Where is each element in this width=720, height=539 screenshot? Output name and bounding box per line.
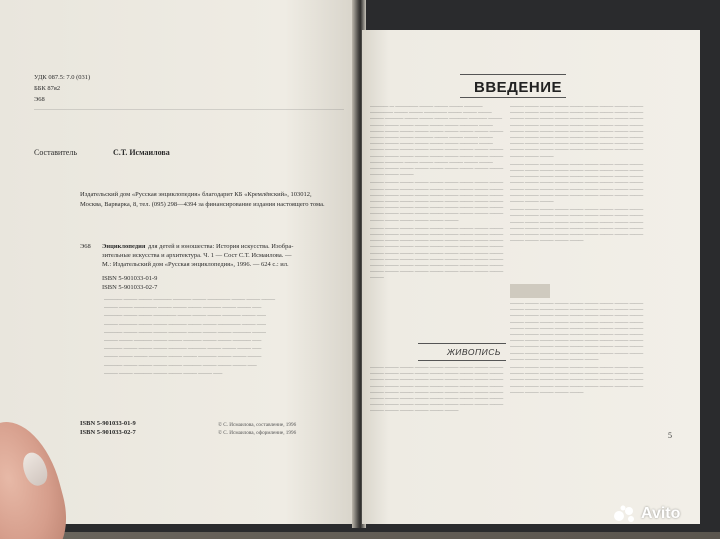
catalog-line-1: для детей и юношества: История искусства. Изобра- bbox=[148, 243, 294, 250]
section-subheading: ЖИВОПИСЬ bbox=[447, 347, 501, 357]
top-rule bbox=[34, 109, 344, 110]
inline-illustration bbox=[510, 284, 550, 298]
right-column-2-text: ——— ——— ——— ——— ——— ——— ——— ——— ——— ——— ——— ——— ——— ——— ——— ——— ——— ——— ——— ——— ——— ——— ——— ——— ——— ——— ——— ——— ——— ——— ——— ——— ——— ——— ——— ——— ——— ——— ——— ——— ——— ——— ——— ——— ——— ——— ——— ——— ——— ——— ——— ——— ——— ——— ——— ——— ——— ——— ——— ——— ——— ——— ——— ——— ——— ——— ——— ——— ——— ——— ——— ——— ——— ——— ——— ——— ——— ——— ——— ——— ——— ——— ——— ——— ——— ——— ——— ——— ——— ——— ——— ——— ——— ——— ——— ——— ——— ——— ——— ——— ——— ——— ——— ——— ——— ——— ——— ——— ——— ——— ——— ——— ——— ——— ——— ——— ——— ——— ——— ——— ——— ——— ——— ——— ——— ——— ——— ——— ——— ——— ——— ——— ——— ——— ——— ——— ——— ——— ——— ——— ——— ——— ——— ——— ——— ——— ——— ——— ——— ——— ——— ——— ——— ——— ——— ——— ——— ——— ——— ——— ——— ——— ——— ——— ——— ——— ——— ——— ——— ——— ——— ——— ——— ——— ——— ——— ——— ——— ——— ——— ——— ——— bbox=[510, 103, 644, 243]
catalog-title: Энциклопедия bbox=[102, 243, 146, 250]
isbn-bold-1: ISBN 5-901033-01-9 bbox=[80, 420, 136, 427]
isbn-small-1: ISBN 5-901033-01-9 bbox=[102, 275, 158, 282]
title-rule-bottom bbox=[460, 97, 566, 98]
catalog-code-top: Э68 bbox=[34, 96, 45, 103]
compiler-label: Составитель bbox=[34, 148, 77, 157]
copyright-1: © С. Исмаилова, составление, 1996 bbox=[218, 422, 297, 428]
catalog-code: Э68 bbox=[80, 243, 91, 250]
chapter-title: ВВЕДЕНИЕ bbox=[474, 79, 562, 96]
udk-code: УДК 087.5: 7.0 (031) bbox=[34, 74, 91, 81]
isbn-bold-2: ISBN 5-901033-02-7 bbox=[80, 429, 136, 436]
series-description: ———— ——— ——— ———— ———— ——— ————— ——— ——— ——— ——— ——— ————— ——— ——— ——— ———— ——— ——— —— ———— ——— ——— ————— ——— ——— ——— ———— ——— —— ——— ———— ——— ——— ———— ——— ——— ————— ——— —— ———— ——— ——— ——— ———— ——— ——— ——— ———— ——— ——— ——— ———— ——— ——— ———— ——— ——— ———— —— ———— ——— ——— ——— ———— ———— ——— ——— ——— —— ——— ——— ——— ———— ——— ——— ———— ——— ——— ——— ———— ——— ——— ——— ——— ———— ——— ——— ——— —— ——— ——— ———— ——— ——— ——— ——— —— bbox=[104, 296, 276, 375]
catalog-line-2: зительные искусства и архитектура. Ч. 1 — Сост С.Т. Исмаилова. — bbox=[102, 252, 292, 259]
title-rule-top bbox=[460, 74, 566, 75]
copyright-2: © С. Исмаилова, оформление, 1996 bbox=[218, 430, 297, 436]
publisher-note-line-2: Москва, Варварка, 8, тел. (095) 298—4394 за финансирование издания настоящего тома. bbox=[80, 201, 325, 208]
right-column-2b-text: ——— ——— ——— ——— ——— ——— ——— ——— ——— ——— ——— ——— ——— ——— ——— ——— ——— ——— ——— ——— ——— ——— ——— ——— ——— ——— ——— ——— ——— ——— ——— ——— ——— ——— ——— ——— ——— ——— ——— ——— ——— ——— ——— ——— ——— ——— ——— ——— ——— ——— ——— ——— ——— ——— ——— ——— ——— ——— ——— ——— ——— ——— ——— ——— ——— ——— ——— ——— ——— ——— ——— ——— ——— ——— ——— ——— ——— ——— ——— ——— ——— ——— ——— ——— ——— ——— ——— ——— ——— ——— ——— ——— ——— ——— ——— ——— ——— ——— ——— ——— ——— ——— ——— ——— ——— ——— ——— ——— ——— ——— ——— ——— ——— ——— ——— ——— ——— ——— ——— ——— ——— ——— ——— ——— ——— ——— ——— ——— bbox=[510, 300, 644, 394]
avito-logo-icon bbox=[613, 504, 639, 524]
publisher-note-line-1: Издательский дом «Русская энциклопедия» благодарит КБ «Кремлёвский», 103012, bbox=[80, 191, 312, 198]
left-page bbox=[0, 0, 356, 524]
subhead-rule-top bbox=[418, 343, 506, 344]
right-column-1-text: ———— — ————— ——— ——— ——— ———— ————— ——— ——— ————— ——— ——— ——— ——— ———— ——— ——— ——— ———— ———— ——— ——— ——— ——— ——— ——— ——— ———— ——— ——— ——— ——— ——— ——— ——— ——— ——— ——— ——— ——— ——— ———— ——— ——— ——— ——— ——— ——— ——— ——— ——— ——— ———— ——— ——— ——— ——— ——— ——— ——— ——— ——— ——— ——— ——— ——— ——— ——— ——— ——— ——— ——— ——— ———— ——— ——— ——— ——— ——— ——— ——— ——— ——— ——— ——— ——— ——— ——— ——— ——— ——— ——— ——— ——— ——— ——— ——— ——— ——— ——— ——— ——— ——— ——— ——— ——— ——— ——— ——— ——— ——— ——— ——— ——— ——— ——— ——— ——— ——— ——— ——— ——— ——— ——— ——— ——— ——— ——— ——— ——— ——— ——— ——— ——— ——— ——— ——— ——— ——— ——— ——— ——— ——— ——— ——— ——— ——— ——— ——— ——— ——— ——— ——— ——— ——— ——— ——— ——— ——— ——— ——— ——— ——— ——— ——— ——— ——— ——— ——— ——— ——— ——— ——— ——— ——— ——— ——— ——— ——— ——— ——— ——— ——— ——— ——— ——— ——— ——— ——— ——— ——— ——— ——— ——— ——— ——— ——— ——— ——— ——— ——— ——— ——— ——— ——— ——— ——— ——— ——— ——— ——— ——— ——— ——— ——— ——— ——— ——— ——— ——— ——— ——— ——— ——— ——— bbox=[370, 103, 504, 280]
isbn-small-2: ISBN 5-901033-02-7 bbox=[102, 284, 158, 291]
subhead-rule-bottom bbox=[418, 360, 506, 361]
right-column-1b-text: ——— ——— ——— ——— ——— ——— ——— ——— ——— ——— ——— ——— ——— ——— ——— ——— ——— ——— ——— ——— ——— ——— ——— ——— ——— ——— ——— ——— ——— ——— ——— ——— ——— ——— ——— ——— ——— ——— ——— ——— ——— ——— ——— ——— ——— ——— ——— ——— ——— ——— ——— ——— ——— ——— ——— ——— ——— ——— ——— ——— ——— ——— ——— ——— ——— ——— ——— ——— ——— bbox=[370, 364, 504, 413]
catalog-line-3: М.: Издательский дом «Русская энциклопедия», 1996. — 624 с.: ил. bbox=[102, 261, 289, 268]
compiler-name: С.Т. Исмаилова bbox=[113, 148, 170, 157]
page-number: 5 bbox=[668, 431, 672, 440]
avito-logo-text: Avito bbox=[641, 505, 681, 522]
bbk-code: ББК 87я2 bbox=[34, 85, 61, 92]
